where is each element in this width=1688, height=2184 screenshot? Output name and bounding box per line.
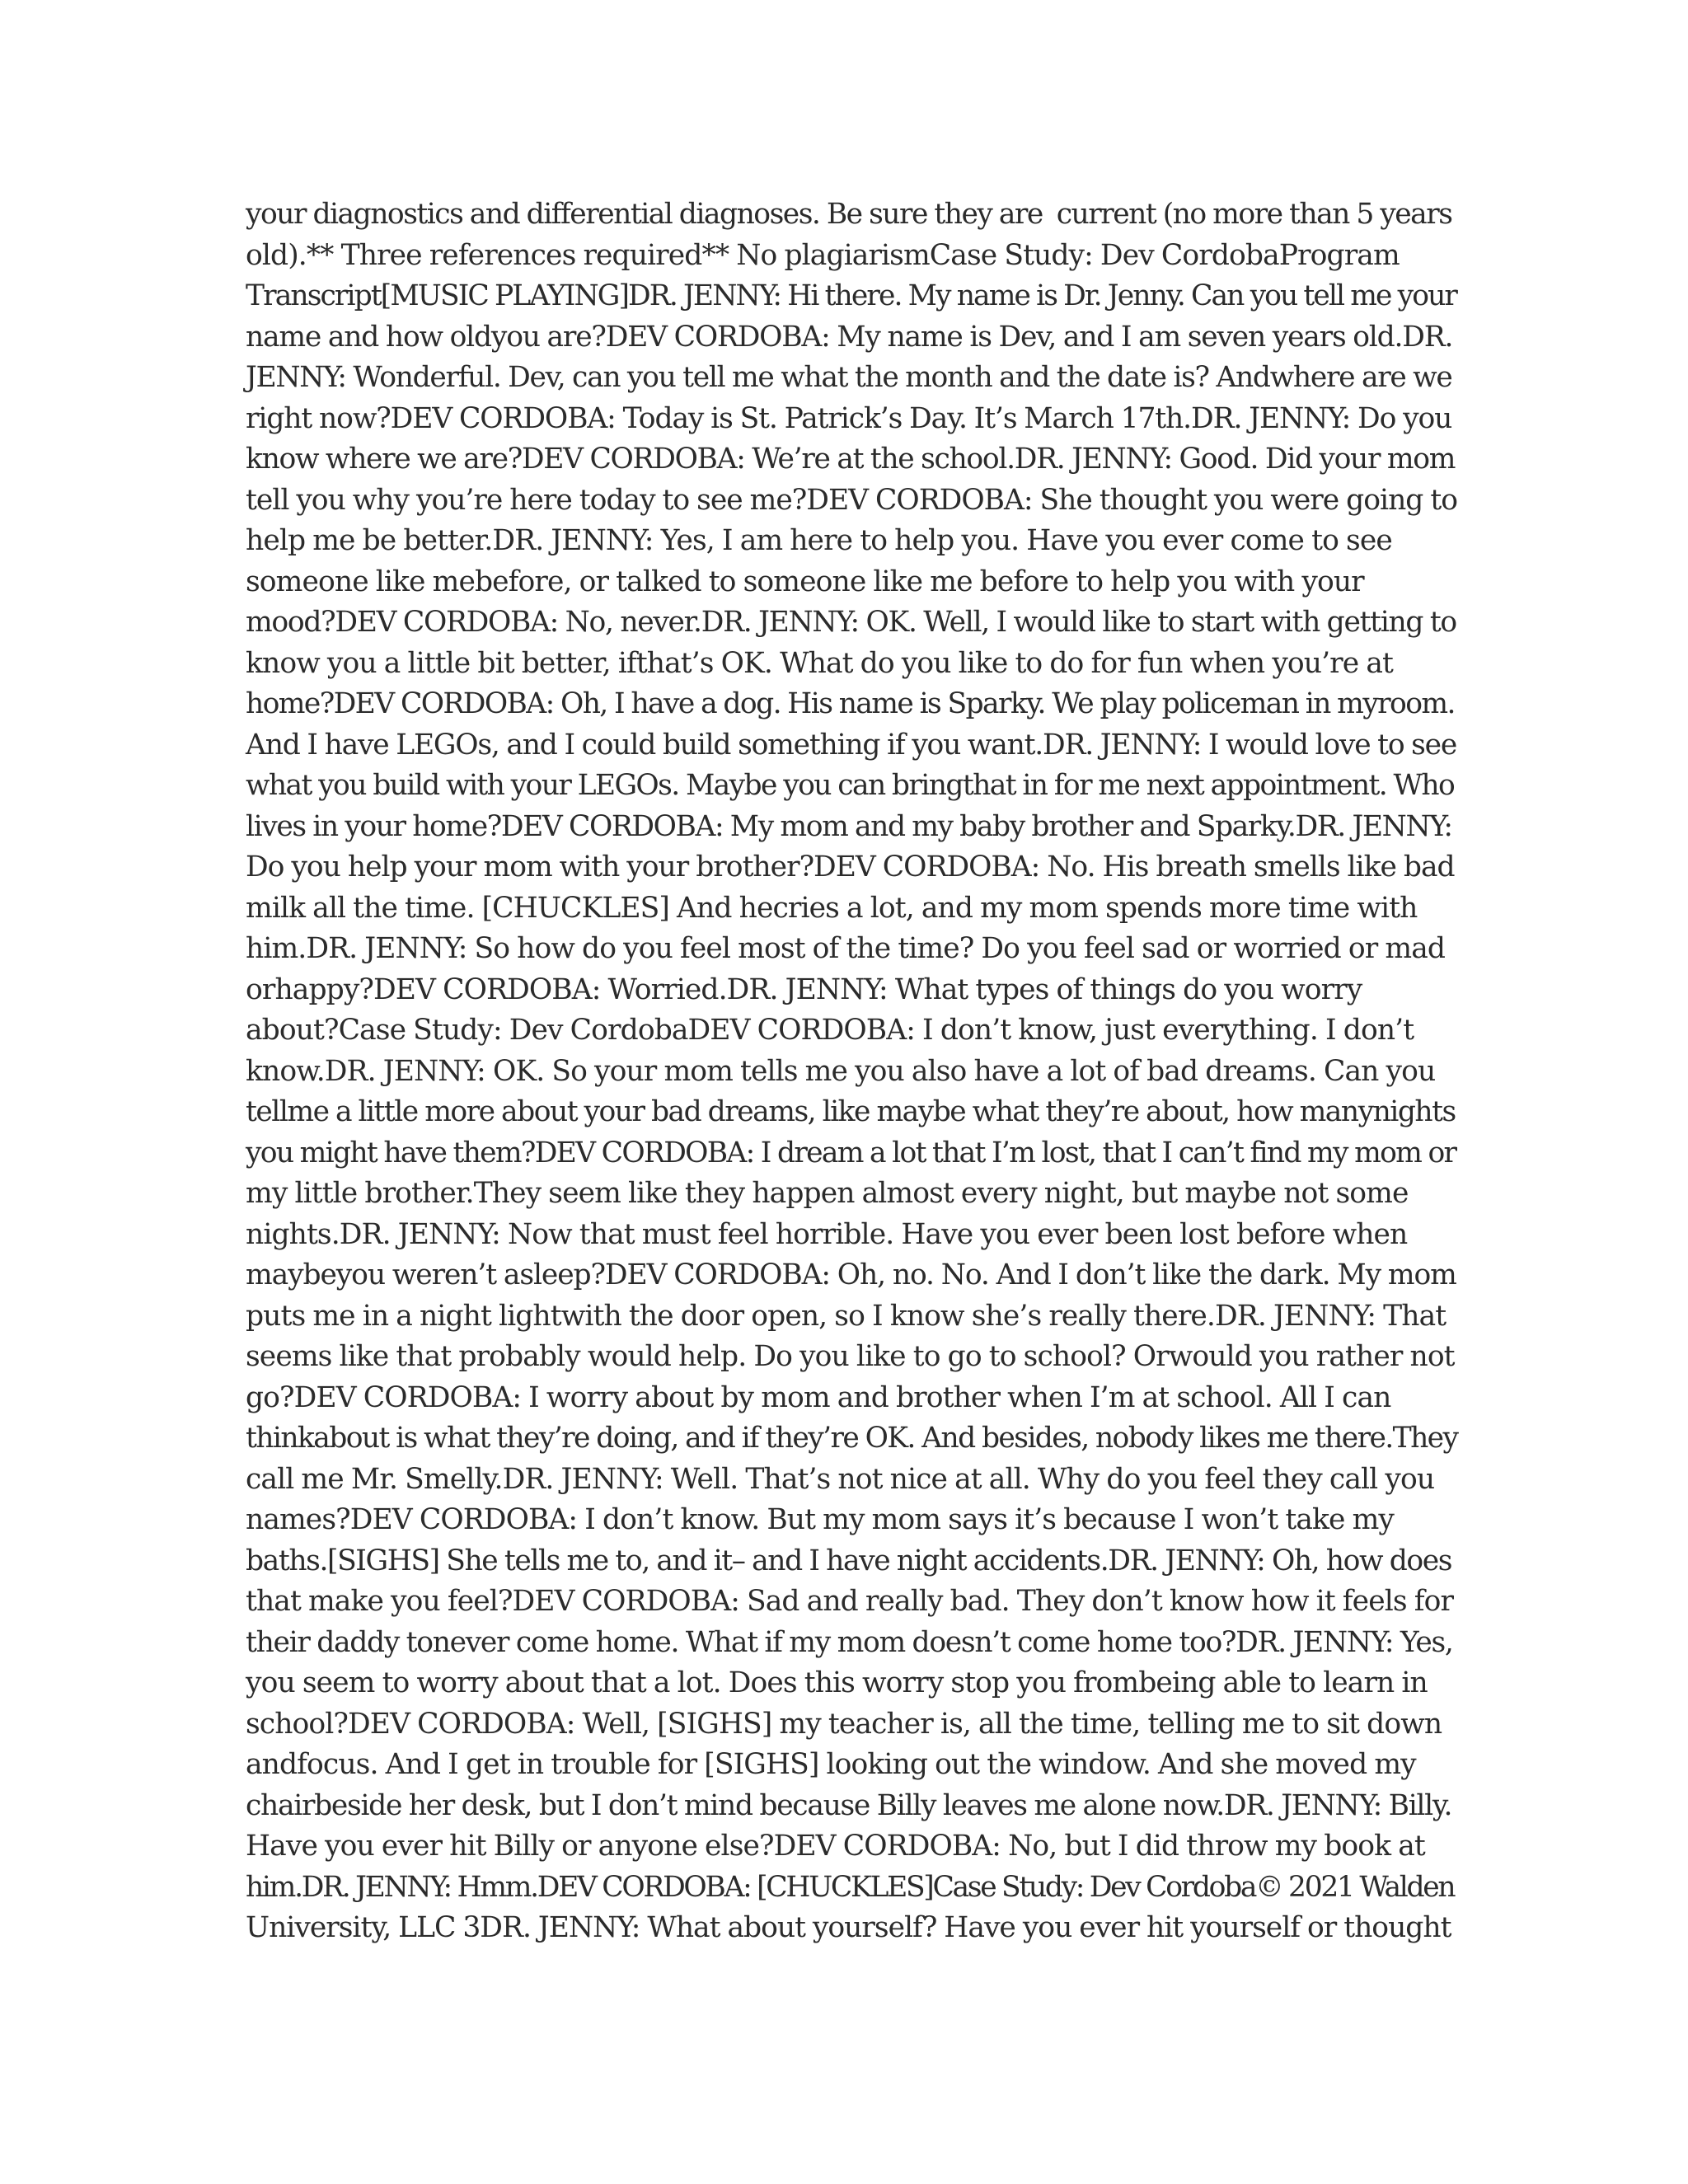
text-line: andfocus. And I get in trouble for [SIGHS] looking out the window. And she moved my — [246, 1748, 1416, 1781]
text-line: nights.DR. JENNY: Now that must feel horrible. Have you ever been lost before when — [246, 1217, 1408, 1251]
text-line: school?DEV CORDOBA: Well, [SIGHS] my teacher is, all the time, telling me to sit down — [246, 1707, 1442, 1741]
text-line: call me Mr. Smelly.DR. JENNY: Well. That’s not nice at all. Why do you feel they call you — [246, 1462, 1435, 1496]
text-line: tell you why you’re here today to see me?DEV CORDOBA: She thought you were going to — [246, 483, 1457, 517]
text-line: someone like mebefore, or talked to someone like me before to help you with your — [246, 565, 1364, 598]
text-line: names?DEV CORDOBA: I don’t know. But my mom says it’s because I won’t take my — [246, 1503, 1394, 1536]
text-line: orhappy?DEV CORDOBA: Worried.DR. JENNY: What types of things do you worry — [246, 972, 1362, 1006]
text-line: help me be better.DR. JENNY: Yes, I am here to help you. Have you ever come to see — [246, 524, 1392, 557]
text-line: their daddy tonever come home. What if my mom doesn’t come home too?DR. JENNY: Yes, — [246, 1625, 1453, 1659]
text-line: chairbeside her desk, but I don’t mind because Billy leaves me alone now.DR. JENNY: Billy. — [246, 1788, 1452, 1822]
text-line: tellme a little more about your bad dreams, like maybe what they’re about, how manynights — [246, 1095, 1456, 1128]
text-line: thinkabout is what they’re doing, and if they’re OK. And besides, nobody likes me there.They — [246, 1422, 1458, 1455]
text-line: old).** Three references required** No plagiarismCase Study: Dev CordobaProgram — [246, 238, 1400, 272]
text-line: JENNY: Wonderful. Dev, can you tell me what the month and the date is? Andwhere are we — [246, 361, 1452, 394]
text-line: that make you feel?DEV CORDOBA: Sad and really bad. They don’t know how it feels for — [246, 1585, 1454, 1618]
text-line: mood?DEV CORDOBA: No, never.DR. JENNY: OK. Well, I would like to start with getting to — [246, 606, 1456, 639]
text-line: Have you ever hit Billy or anyone else?DEV CORDOBA: No, but I did throw my book at — [246, 1830, 1425, 1863]
text-line: milk all the time. [CHUCKLES] And hecries a lot, and my mom spends more time with — [246, 891, 1418, 925]
text-line: puts me in a night lightwith the door open, so I know she’s really there.DR. JENNY: That — [246, 1299, 1447, 1333]
text-line: my little brother.They seem like they happen almost every night, but maybe not some — [246, 1177, 1409, 1210]
text-line: Transcript[MUSIC PLAYING]DR. JENNY: Hi there. My name is Dr. Jenny. Can you tell me your — [246, 279, 1457, 312]
text-line: what you build with your LEGOs. Maybe you can bringthat in for me next appointment. Who — [246, 769, 1455, 802]
transcript-text-block — [246, 194, 1458, 1949]
text-line: name and how oldyou are?DEV CORDOBA: My name is Dev, and I am seven years old.DR. — [246, 320, 1453, 354]
text-line: University, LLC 3DR. JENNY: What about yourself? Have you ever hit yourself or thought — [246, 1911, 1451, 1944]
text-line: you might have them?DEV CORDOBA: I dream a lot that I’m lost, that I can’t find my mom or — [246, 1136, 1456, 1169]
text-line: baths.[SIGHS] She tells me to, and it– and I have night accidents.DR. JENNY: Oh, how does — [246, 1544, 1452, 1577]
text-line: right now?DEV CORDOBA: Today is St. Patrick’s Day. It’s March 17th.DR. JENNY: Do you — [246, 401, 1452, 435]
text-line: know you a little bit better, ifthat’s OK. What do you like to do for fun when you’re at — [246, 646, 1393, 680]
text-line: maybeyou weren’t asleep?DEV CORDOBA: Oh, no. No. And I don’t like the dark. My mom — [246, 1258, 1456, 1291]
text-line: your diagnostics and differential diagnoses. Be sure they are current (no more than 5 years — [246, 198, 1452, 231]
text-line: Do you help your mom with your brother?DEV CORDOBA: No. His breath smells like bad — [246, 851, 1455, 883]
text-line: lives in your home?DEV CORDOBA: My mom and my baby brother and Sparky.DR. JENNY: — [246, 809, 1452, 843]
text-line: seems like that probably would help. Do you like to go to school? Orwould you rather not — [246, 1340, 1455, 1373]
text-line: home?DEV CORDOBA: Oh, I have a dog. His name is Sparky. We play policeman in myroom. — [246, 687, 1455, 720]
text-line: him.DR. JENNY: So how do you feel most of the time? Do you feel sad or worried or mad — [246, 932, 1446, 965]
text-line: know where we are?DEV CORDOBA: We’re at the school.DR. JENNY: Good. Did your mom — [246, 443, 1456, 476]
text-line: And I have LEGOs, and I could build something if you want.DR. JENNY: I would love to see — [246, 728, 1457, 762]
text-line: go?DEV CORDOBA: I worry about by mom and brother when I’m at school. All I can — [246, 1380, 1391, 1414]
text-line: know.DR. JENNY: OK. So your mom tells me you also have a lot of bad dreams. Can you — [246, 1054, 1436, 1088]
text-line: about?Case Study: Dev CordobaDEV CORDOBA: I don’t know, just everything. I don’t — [246, 1014, 1414, 1047]
text-line: you seem to worry about that a lot. Does this worry stop you frombeing able to learn in — [246, 1666, 1428, 1699]
text-line: him.DR. JENNY: Hmm.DEV CORDOBA: [CHUCKLES]Case Study: Dev Cordoba© 2021 Walden — [246, 1870, 1455, 1904]
